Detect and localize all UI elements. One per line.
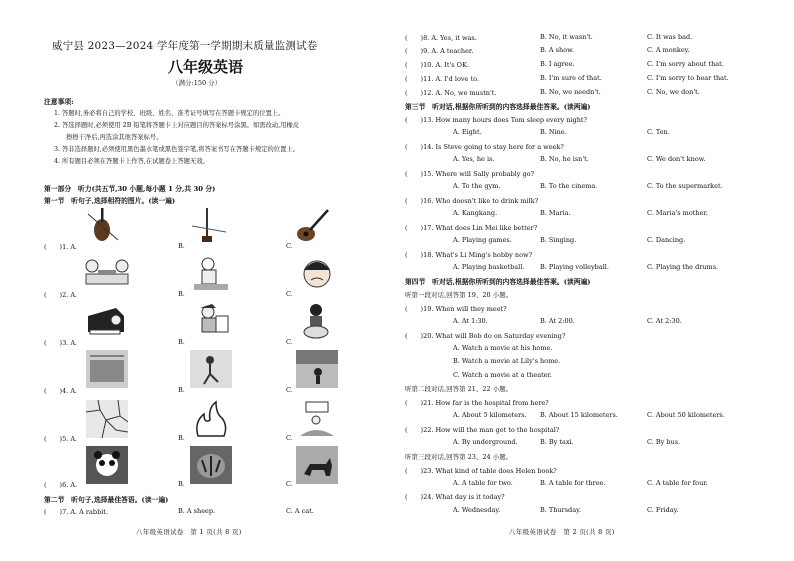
q18-b: B. Playing volleyball. bbox=[540, 263, 609, 271]
part-1-heading: 第一部分 听力(共五节,30 小题,每小题 1 分,共 30 分) bbox=[44, 185, 216, 193]
q3-label: ( )3. A. bbox=[44, 339, 78, 347]
q11-a: ( )11. A. I'd love to. bbox=[405, 75, 479, 83]
q18-c: C. Playing the drums. bbox=[647, 263, 719, 271]
chess-players-icon bbox=[82, 254, 132, 292]
q16-a: A. Kangkang. bbox=[453, 209, 498, 217]
q22-stem: ( )22. How will the man get to the hospital? bbox=[405, 426, 560, 434]
q15-c: C. To the supermarket. bbox=[647, 182, 723, 190]
note-4: 4. 所有题目必须在答题卡上作答,在试题卷上答题无效。 bbox=[54, 158, 209, 165]
q4-c-label: C. bbox=[286, 386, 293, 394]
q19-b: B. At 2:00. bbox=[540, 317, 575, 325]
dialogue-1-note: 听第一段对话,回答第 19、20 小题。 bbox=[405, 291, 513, 299]
note-3: 3. 答非选择题时,必须使用黑色墨水笔或黑色签字笔,将答案书写在答题卡规定的位置上。 bbox=[54, 146, 299, 153]
q5-b-label: B. bbox=[178, 434, 185, 442]
running-race-icon bbox=[86, 350, 128, 388]
q16-c: C. Maria's mother. bbox=[647, 209, 708, 217]
q17-b: B. Singing. bbox=[540, 236, 577, 244]
q19-a: A. At 1:30. bbox=[453, 317, 488, 325]
q7-option-c: C. A cat. bbox=[286, 507, 314, 515]
q23-c: C. A table for four. bbox=[647, 479, 708, 487]
q23-b: B. A table for three. bbox=[540, 479, 606, 487]
q13-a: A. Eight. bbox=[453, 128, 482, 136]
q17-a: A. Playing games. bbox=[453, 236, 512, 244]
q10-c: C. I'm sorry about that. bbox=[647, 60, 724, 68]
fire-icon bbox=[190, 400, 232, 438]
section-1-heading: 第一节 听句子,选择相符的图片。(读一遍) bbox=[44, 197, 176, 205]
q20-c: C. Watch a movie at a theater. bbox=[453, 371, 552, 379]
subject-title: 八年级英语 bbox=[168, 58, 244, 76]
q8-c: C. It was bad. bbox=[647, 33, 693, 41]
q14-c: C. We don't know. bbox=[647, 155, 706, 163]
q18-a: A. Playing basketball. bbox=[453, 263, 525, 271]
q12-c: C. No, we don't. bbox=[647, 88, 700, 96]
girl-headache-icon bbox=[296, 254, 338, 292]
q24-b: B. Thursday. bbox=[540, 506, 581, 514]
violin-icon bbox=[82, 206, 124, 244]
section-2-heading: 第二节 听句子,选择最佳答语。(读一遍) bbox=[44, 496, 169, 504]
cracked-earth-icon bbox=[86, 400, 128, 438]
q5-c-label: C. bbox=[286, 434, 293, 442]
q13-c: C. Ten. bbox=[647, 128, 670, 136]
q22-a: A. By underground. bbox=[453, 438, 518, 446]
q17-c: C. Dancing. bbox=[647, 236, 686, 244]
q24-c: C. Friday. bbox=[647, 506, 679, 514]
runner-icon bbox=[190, 350, 232, 388]
q9-a: ( )9. A. A teacher. bbox=[405, 47, 474, 55]
note-1: 1. 答题时,务必将自己的学校、班级、姓名、准考证号填写在答题卡规定的位置上。 bbox=[54, 110, 285, 117]
tiger-icon bbox=[190, 446, 232, 484]
q11-b: B. I'm sure of that. bbox=[540, 74, 602, 82]
q24-a: A. Wednesday. bbox=[453, 506, 501, 514]
guitar-icon bbox=[292, 206, 334, 244]
q12-a: ( )12. A. No, we mustn't. bbox=[405, 89, 497, 97]
panda-icon bbox=[86, 446, 128, 484]
q23-a: A. A table for two. bbox=[453, 479, 513, 487]
wolf-icon bbox=[296, 446, 338, 484]
q20-a: A. Watch a movie at his home. bbox=[453, 344, 553, 352]
q20-b: B. Watch a movie at Lily's home. bbox=[453, 357, 561, 365]
q23-stem: ( )23. What kind of table does Helen book? bbox=[405, 467, 557, 475]
q14-b: B. No, he isn't. bbox=[540, 155, 589, 163]
section-4-heading: 第四节 听对话,根据你所听到的内容选择最佳答案。(读两遍) bbox=[405, 278, 591, 286]
q2-c-label: C. bbox=[286, 290, 293, 298]
q20-stem: ( )20. What will Bob do on Saturday evening? bbox=[405, 332, 566, 340]
note-2-cont: 擦擦干净后,再选涂其他答案标号。 bbox=[66, 134, 163, 141]
q15-a: A. To the gym. bbox=[453, 182, 501, 190]
q3-c-label: C. bbox=[286, 338, 293, 346]
q5-label: ( )5. A. bbox=[44, 435, 78, 443]
q21-b: B. About 15 kilometers. bbox=[540, 411, 618, 419]
q2-label: ( )2. A. bbox=[44, 291, 78, 299]
piano-player-icon bbox=[86, 302, 128, 340]
q14-stem: ( )14. Is Steve going to stay here for a week? bbox=[405, 143, 564, 151]
q6-label: ( )6. A. bbox=[44, 481, 78, 489]
q14-a: A. Yes, he is. bbox=[453, 155, 495, 163]
notes-title: 注意事项: bbox=[44, 98, 74, 106]
dialogue-3-note: 听第三段对话,回答第 23、24 小题。 bbox=[405, 453, 513, 461]
q8-a: ( )8. A. Yes, it was. bbox=[405, 34, 477, 42]
q13-stem: ( )13. How many hours does Tom sleep every night? bbox=[405, 116, 587, 124]
page-1-footer: 八年级英语试卷 第 1 页(共 8 页) bbox=[136, 528, 242, 536]
q15-b: B. To the cinema. bbox=[540, 182, 598, 190]
q19-stem: ( )19. When will they meet? bbox=[405, 305, 507, 313]
q15-stem: ( )15. Where will Sally probably go? bbox=[405, 170, 535, 178]
q22-c: C. By bus. bbox=[647, 438, 681, 446]
q1-b-label: B. bbox=[178, 242, 185, 250]
chef-cooking-icon bbox=[190, 254, 232, 292]
note-2: 2. 答选择题时,必须使用 2B 铅笔将答题卡上对应题目的答案标号涂黑。如需改动,用橡皮 bbox=[54, 122, 300, 129]
q10-a: ( )10. A. It's OK. bbox=[405, 61, 469, 69]
section-3-heading: 第三节 听对话,根据你所听到的内容选择最佳答案。(读两遍) bbox=[405, 103, 591, 111]
stadium-runner-icon bbox=[296, 350, 338, 388]
q1-label: ( )1. A. bbox=[44, 243, 78, 251]
q11-c: C. I'm sorry to hear that. bbox=[647, 74, 729, 82]
q4-b-label: B. bbox=[178, 386, 185, 394]
q12-b: B. No, we needn't. bbox=[540, 88, 601, 96]
page-2-footer: 八年级英语试卷 第 2 页(共 8 页) bbox=[509, 528, 615, 536]
q6-b-label: B. bbox=[178, 480, 185, 488]
q17-stem: ( )17. What does Lin Mei like better? bbox=[405, 224, 538, 232]
q18-stem: ( )18. What's Li Ming's hobby now? bbox=[405, 251, 533, 259]
q19-c: C. At 2:30. bbox=[647, 317, 682, 325]
q4-label: ( )4. A. bbox=[44, 387, 78, 395]
q6-c-label: C. bbox=[286, 480, 293, 488]
q21-stem: ( )21. How far is the hospital from here? bbox=[405, 399, 549, 407]
q9-c: C. A monkey. bbox=[647, 46, 690, 54]
q13-b: B. Nine. bbox=[540, 128, 567, 136]
exam-title: 威宁县 2023—2024 学年度第一学期期末质量监测试卷 bbox=[52, 40, 318, 52]
erhu-icon bbox=[188, 206, 230, 244]
q10-b: B. I agree. bbox=[540, 60, 575, 68]
q7-option-b: B. A sheep. bbox=[178, 507, 216, 515]
q16-stem: ( )16. Who doesn't like to drink milk? bbox=[405, 197, 539, 205]
page-2 bbox=[397, 0, 794, 561]
q16-b: B. Maria. bbox=[540, 209, 571, 217]
q22-b: B. By taxi. bbox=[540, 438, 574, 446]
full-score: （满分:150 分） bbox=[172, 79, 222, 87]
q8-b: B. No, it wasn't. bbox=[540, 33, 593, 41]
boy-painting-icon bbox=[190, 302, 232, 340]
q9-b: B. A show. bbox=[540, 46, 574, 54]
q21-c: C. About 50 kilometers. bbox=[647, 411, 725, 419]
help-sign-icon bbox=[296, 400, 338, 438]
q21-a: A. About 5 kilometers. bbox=[453, 411, 527, 419]
q2-b-label: B. bbox=[178, 290, 185, 298]
q7-option-a: ( )7. A. A rabbit. bbox=[44, 508, 108, 516]
q1-c-label: C. bbox=[286, 242, 293, 250]
dialogue-2-note: 听第二段对话,回答第 21、22 小题。 bbox=[405, 385, 513, 393]
drummer-icon bbox=[296, 302, 338, 340]
q3-b-label: B. bbox=[178, 338, 185, 346]
q24-stem: ( )24. What day is it today? bbox=[405, 493, 505, 501]
